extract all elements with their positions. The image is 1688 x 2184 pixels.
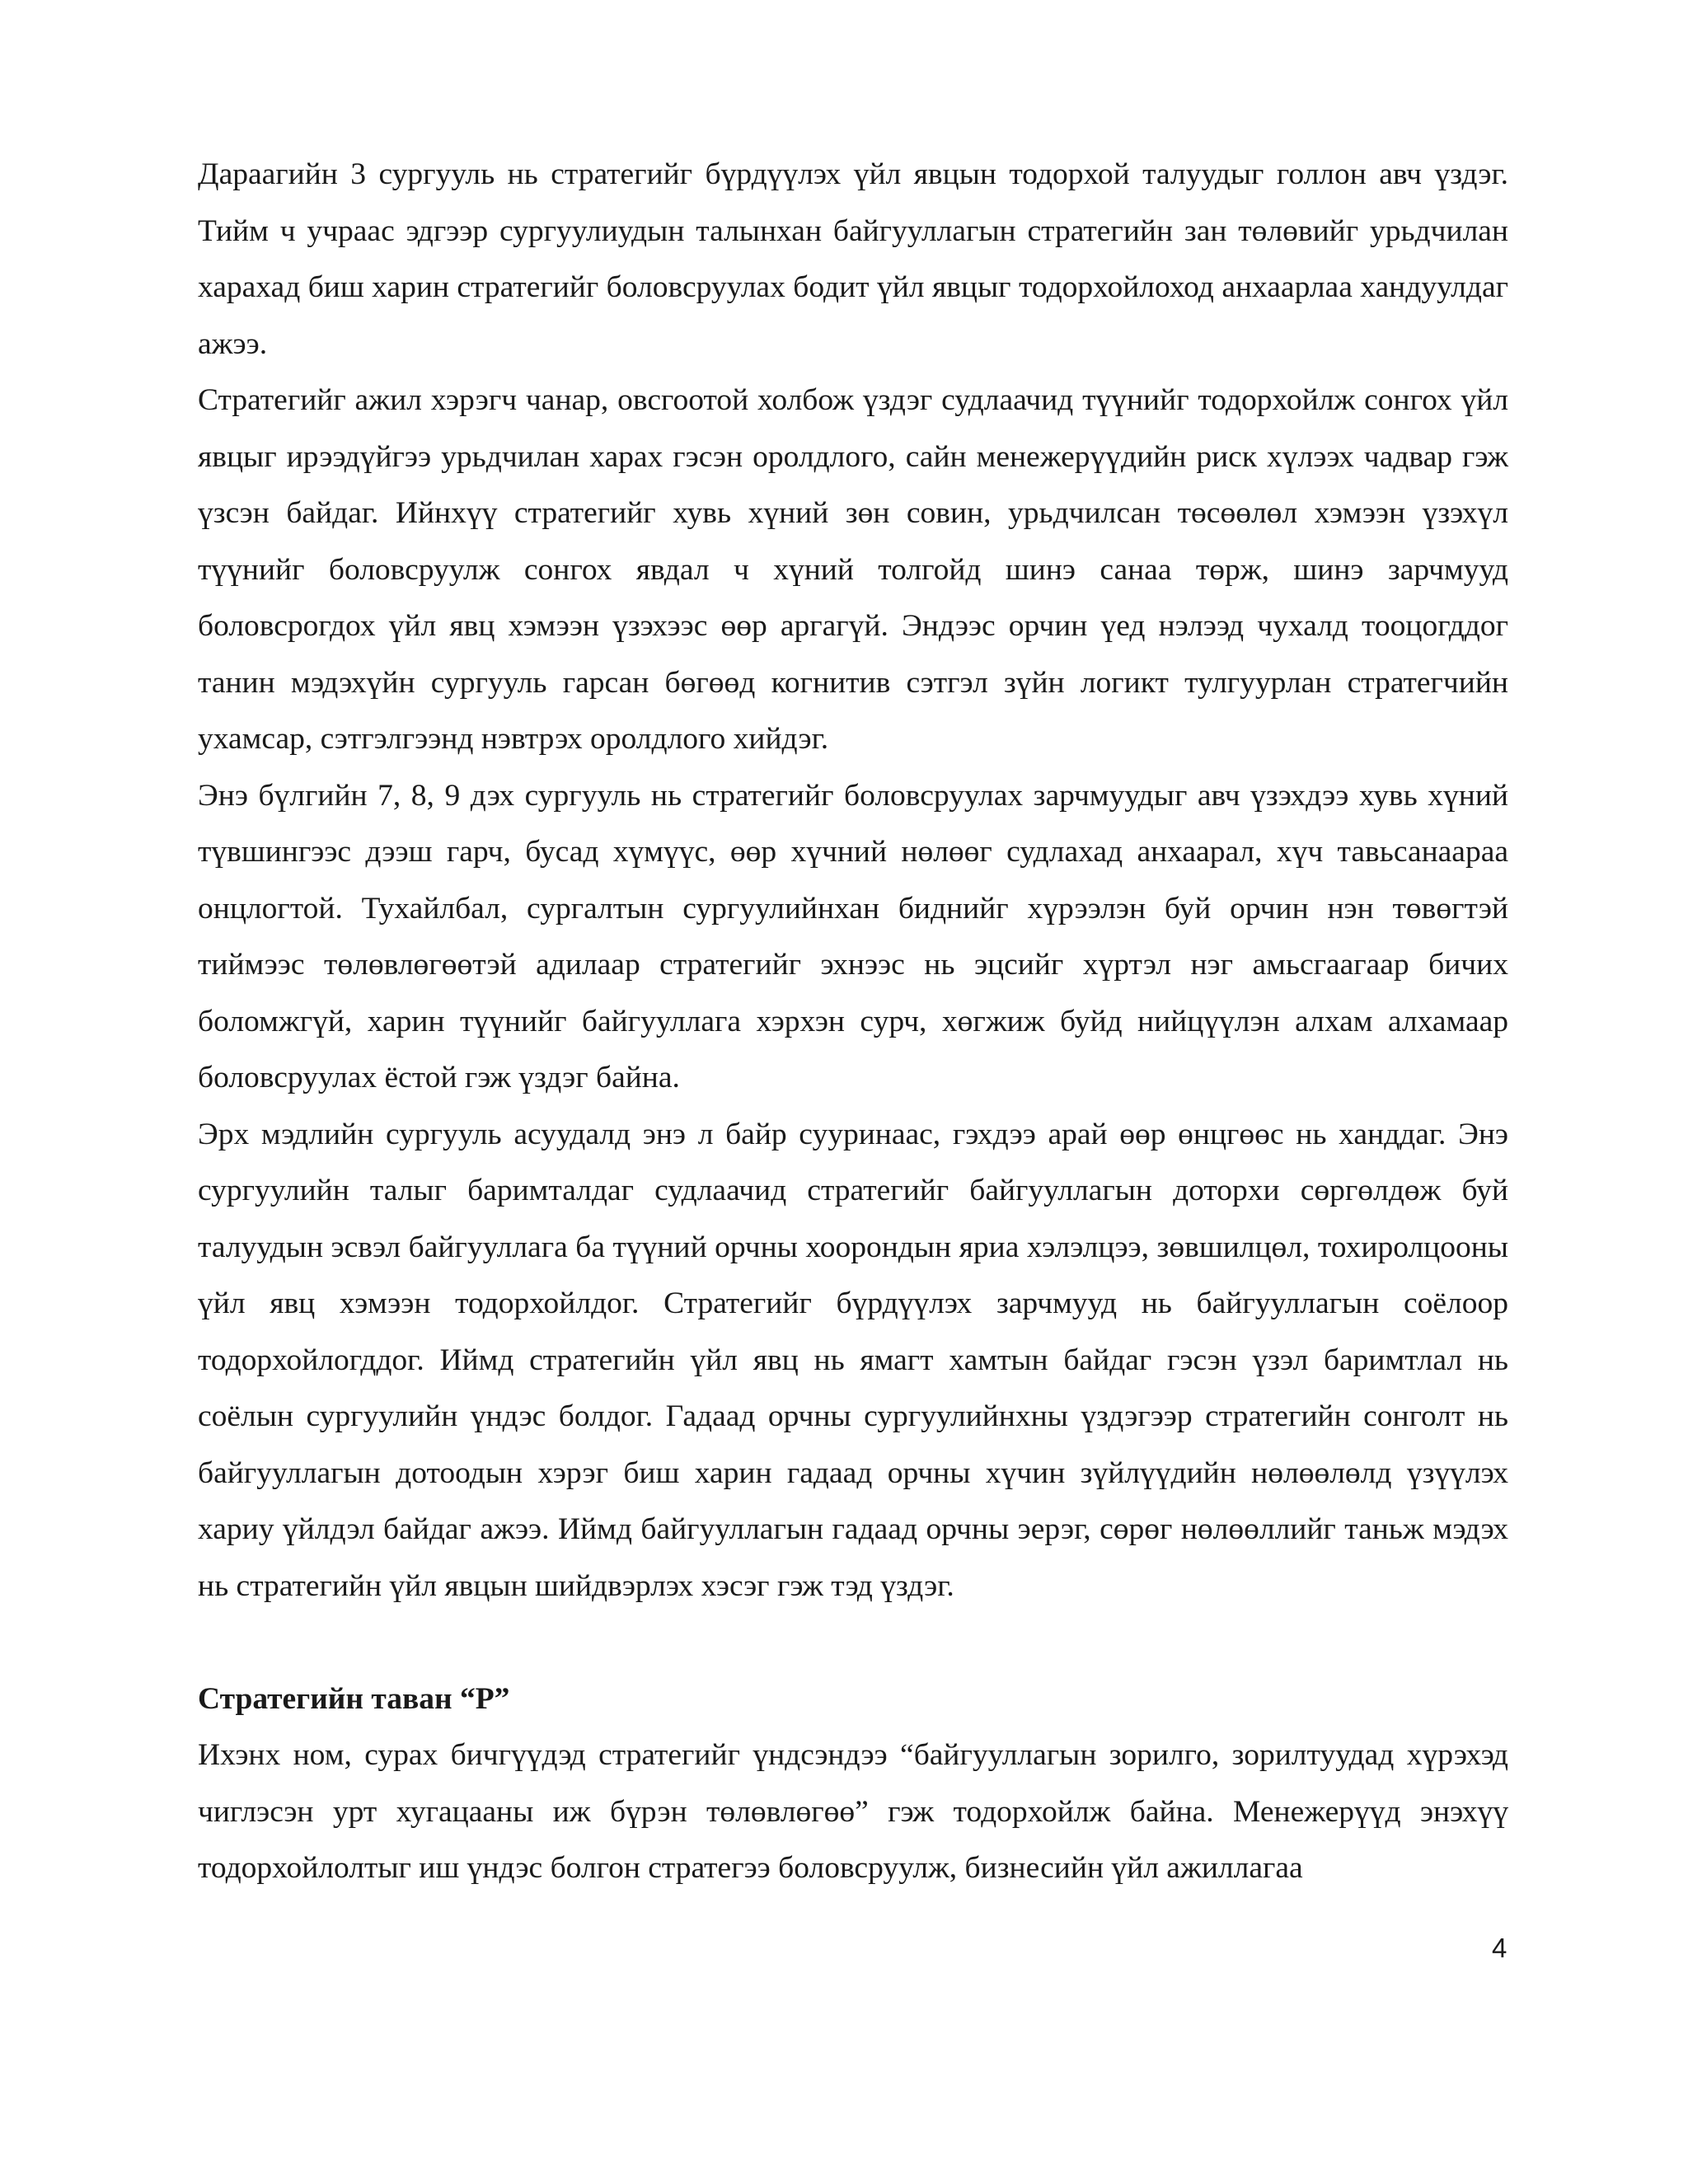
page-number: 4: [1492, 1933, 1507, 1963]
section-heading: Стратегийн таван “P”: [198, 1681, 510, 1716]
paragraph-2: Стратегийг ажил хэрэгч чанар, овсгоотой холбож үздэг судлаачид түүнийг тодорхойлж сонгох үйл явцыг ирээдүйгээ урьдчилан харах гэсэн оролдлого, сайн менежерүүдийн риск хүлээх чадвар гэж үзсэн байдаг. Ийнхүү стратегийг хувь хүний зөн совин, урьдчилсан төсөөлөл хэмээн үзэхүл түүнийг боловсруулж сонгох явдал ч хүний толгойд шинэ санаа төрж, шинэ зарчмууд боловсрогдох үйл явц хэмээн үзэхээс өөр аргагүй. Эндээс орчин үед нэлээд чухалд тооцогддог танин мэдэхүйн сургууль гарсан бөгөөд когнитив сэтгэл зүйн логикт тулгуурлан стратегчийн ухамсар, сэтгэлгээнд нэвтрэх оролдлого хийдэг.: [198, 383, 1508, 756]
paragraph-1: Дараагийн 3 сургууль нь стратегийг бүрдүүлэх үйл явцын тодорхой талуудыг голлон авч үздэг. Тийм ч учраас эдгээр сургуулиудын талынхан байгууллагын стратегийн зан төлөвийг урьдчилан харахад биш харин стратегийг боловсруулах бодит үйл явцыг тодорхойлоход анхаарлаа хандуулдаг ажээ.: [198, 157, 1508, 361]
paragraph-4: Эрх мэдлийн сургууль асуудалд энэ л байр сууринаас, гэхдээ арай өөр өнцгөөс нь ханддаг. Энэ сургуулийн талыг баримталдаг судлаачид стратегийг байгууллагын доторхи сөргөлдөж буй талуудын эсвэл байгууллага ба түүний орчны хоорондын яриа хэлэлцээ, зөвшилцөл, тохиролцооны үйл явц хэмээн тодорхойлдог. Стратегийг бүрдүүлэх зарчмууд нь байгууллагын соёлоор тодорхойлогддог. Иймд стратегийн үйл явц нь ямагт хамтын байдаг гэсэн үзэл баримтлал нь соёлын сургуулийн үндэс болдог. Гадаад орчны сургуулийнхны үздэгээр стратегийн сонголт нь байгууллагын дотоодын хэрэг биш харин гадаад орчны хүчин зүйлүүдийн нөлөөлөлд үзүүлэх хариу үйлдэл байдаг ажээ. Иймд байгууллагын гадаад орчны эерэг, сөрөг нөлөөллийг таньж мэдэх нь стратегийн үйл явцын шийдвэрлэх хэсэг гэж тэд үздэг.: [198, 1117, 1508, 1603]
document-body: [198, 147, 1508, 1897]
paragraph-5: Ихэнх ном, сурах бичгүүдэд стратегийг үндсэндээ “байгууллагын зорилго, зорилтуудад хүрэхэд чиглэсэн урт хугацааны иж бүрэн төлөвлөгөө” гэж тодорхойлж байна. Менежерүүд энэхүү тодорхойлолтыг иш үндэс болгон стратегээ боловсруулж, бизнесийн үйл ажиллагаа: [198, 1738, 1508, 1885]
paragraph-3: Энэ бүлгийн 7, 8, 9 дэх сургууль нь стратегийг боловсруулах зарчмуудыг авч үзэхдээ хувь хүний түвшингээс дээш гарч, бусад хүмүүс, өөр хүчний нөлөөг судлахад анхаарал, хүч тавьсанаараа онцлогтой. Тухайлбал, сургалтын сургуулийнхан биднийг хүрээлэн буй орчин нэн төвөгтэй тиймээс төлөвлөгөөтэй адилаар стратегийг эхнээс нь эцсийг хүртэл нэг амьсгаагаар бичих боломжгүй, харин түүнийг байгууллага хэрхэн сурч, хөгжиж буйд нийцүүлэн алхам алхамаар боловсруулах ёстой гэж үздэг байна.: [198, 778, 1508, 1094]
